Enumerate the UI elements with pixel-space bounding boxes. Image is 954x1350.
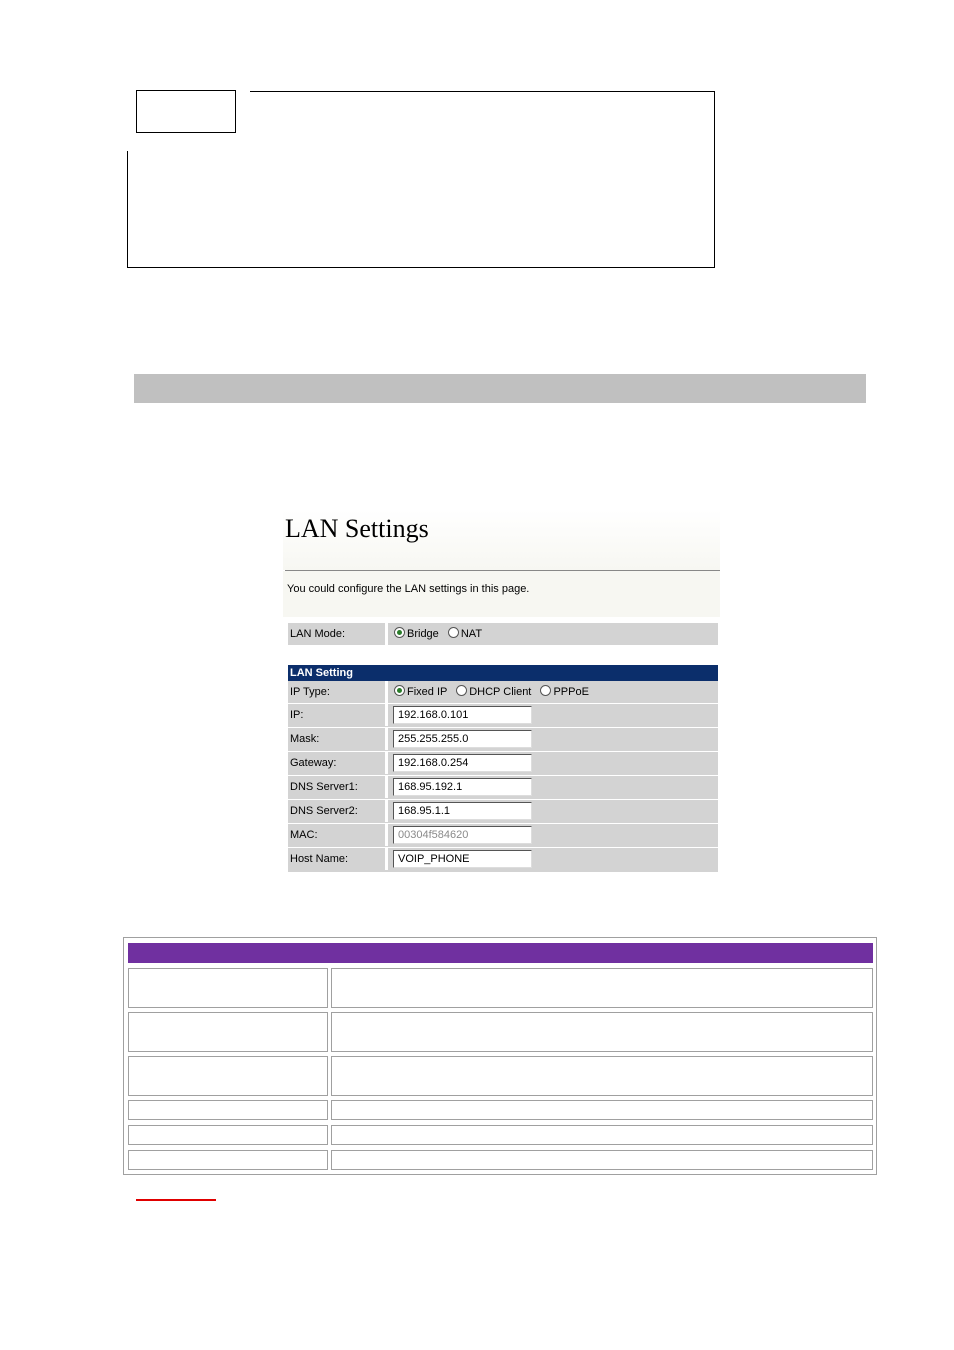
cell-separator <box>385 848 388 870</box>
note-box-bottom-border <box>127 267 715 268</box>
table-cell <box>331 1125 873 1145</box>
bridge-option-label[interactable]: Bridge <box>407 628 439 640</box>
lan-mode-options <box>388 623 718 645</box>
ip-type-options <box>388 681 718 703</box>
dhcp-client-option-label[interactable]: DHCP Client <box>469 686 532 698</box>
lan-setting-header: LAN Setting <box>288 665 718 681</box>
ip-type-label: IP Type: <box>290 686 330 698</box>
lan-mode-label: LAN Mode: <box>290 628 346 640</box>
lan-settings-screenshot <box>283 510 720 876</box>
note-label-box <box>136 90 236 133</box>
note-box-left-border <box>127 151 128 268</box>
section-heading-bar <box>134 374 866 403</box>
dns-server1-input[interactable] <box>393 778 532 796</box>
host-name-input[interactable] <box>393 850 532 868</box>
mask-row <box>288 728 718 751</box>
table-cell <box>128 1056 328 1096</box>
page-title: LAN Settings <box>285 514 429 543</box>
host-name-label: Host Name: <box>290 853 349 865</box>
table-cell <box>331 1150 873 1170</box>
parameter-table-header <box>128 943 873 963</box>
cell-separator <box>385 704 388 726</box>
dhcp-client-radio[interactable] <box>456 685 467 696</box>
table-cell <box>128 1150 328 1170</box>
note-box-right-border <box>714 91 715 268</box>
mac-label: MAC: <box>290 829 318 841</box>
fixed-ip-option-label[interactable]: Fixed IP <box>407 686 448 698</box>
table-cell <box>128 1125 328 1145</box>
cell-separator <box>385 776 388 798</box>
ip-input[interactable] <box>393 706 532 724</box>
pppoe-option-label[interactable]: PPPoE <box>553 686 589 698</box>
table-cell <box>331 968 873 1008</box>
bridge-radio[interactable] <box>394 627 405 638</box>
dns-server1-label: DNS Server1: <box>290 781 358 793</box>
gateway-row <box>288 752 718 775</box>
parameter-table <box>123 937 877 1175</box>
mac-row <box>288 824 718 847</box>
nat-radio[interactable] <box>448 627 459 638</box>
host-name-row <box>288 848 718 872</box>
red-underline <box>136 1199 216 1201</box>
ip-row <box>288 704 718 727</box>
mask-input[interactable] <box>393 730 532 748</box>
lan-mode-row <box>288 623 718 645</box>
nat-option-label[interactable]: NAT <box>460 628 483 640</box>
cell-separator <box>385 728 388 750</box>
table-cell <box>128 1100 328 1120</box>
table-cell <box>331 1012 873 1052</box>
note-box-top-border <box>250 91 715 92</box>
gateway-input[interactable] <box>393 754 532 772</box>
dns-server2-input[interactable] <box>393 802 532 820</box>
cell-separator <box>385 752 388 774</box>
dns-server2-label: DNS Server2: <box>290 805 358 817</box>
intro-text: You could configure the LAN settings in this page. <box>287 583 530 595</box>
table-cell <box>331 1056 873 1096</box>
cell-separator <box>385 800 388 822</box>
mac-input <box>393 826 532 844</box>
cell-separator <box>385 824 388 846</box>
table-cell <box>128 1012 328 1052</box>
ip-type-row <box>288 681 718 703</box>
table-cell <box>128 968 328 1008</box>
gateway-label: Gateway: <box>290 757 337 769</box>
dns-server1-row <box>288 776 718 799</box>
mask-label: Mask: <box>290 733 320 745</box>
dns-server2-row <box>288 800 718 823</box>
pppoe-radio[interactable] <box>540 685 551 696</box>
table-cell <box>331 1100 873 1120</box>
ip-label: IP: <box>290 709 304 721</box>
fixed-ip-radio[interactable] <box>394 685 405 696</box>
